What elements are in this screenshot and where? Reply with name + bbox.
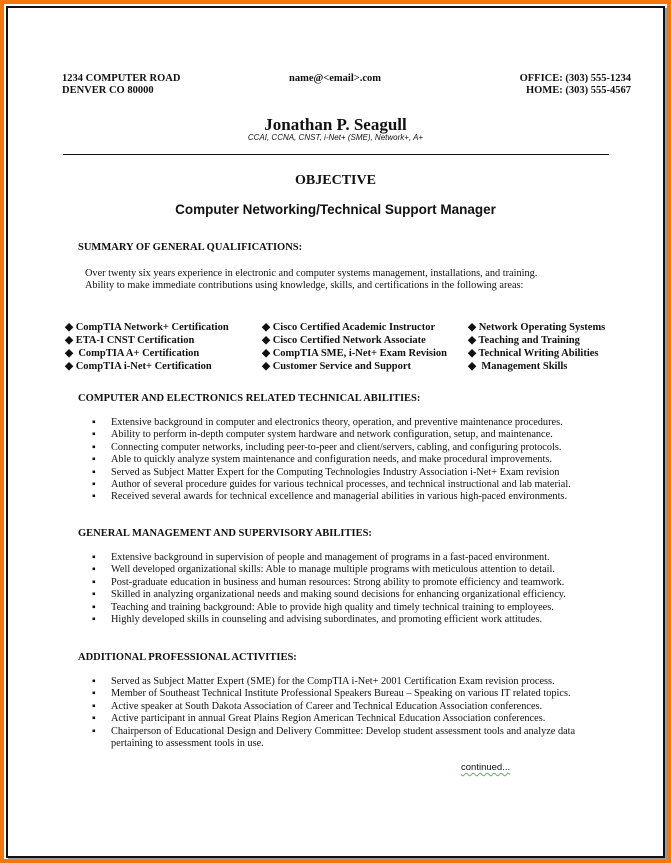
list-item: ▪ Skilled in analyzing organizational needs and making sound decisions for enhancing organizational efficiency. — [92, 589, 566, 601]
section-heading: ADDITIONAL PROFESSIONAL ACTIVITIES: — [78, 652, 297, 663]
qualification-item: ◆ CompTIA i-Net+ Certification — [65, 361, 212, 372]
qualifications-column-1 — [65, 321, 229, 373]
list-item: ▪ Well developed organizational skills: Able to manage multiple programs with meticulous attention to detail. — [92, 564, 555, 576]
diamond-bullet-icon: ◆ — [468, 335, 477, 346]
qualifications-column-2 — [262, 321, 447, 373]
qualification-item: ◆ Management Skills — [468, 361, 568, 372]
list-item: ▪ Teaching and training background: Able to provide high quality and timely technical training to employees. — [92, 601, 554, 613]
qualifications-column-3 — [468, 321, 605, 373]
diamond-bullet-icon: ◆ — [262, 361, 271, 372]
candidate-name: Jonathan P. Seagull — [264, 115, 407, 134]
professional-activities-list — [92, 676, 575, 750]
list-item: ▪ Received several awards for technical excellence and managerial abilities in various high-paced environments. — [92, 491, 568, 503]
diamond-bullet-icon: ◆ — [65, 322, 74, 333]
list-item: ▪ Served as Subject Matter Expert (SME) for the CompTIA i-Net+ 2001 Certification Exam revision process. — [92, 676, 555, 687]
square-bullet-icon: ▪ — [92, 491, 96, 503]
list-item: ▪ Highly developed skills in counseling and advising subordinates, and promoting efficient work attitudes. — [92, 614, 543, 626]
address-line-1: 1234 COMPUTER ROAD — [62, 73, 181, 84]
objective-heading: OBJECTIVE — [295, 173, 376, 188]
square-bullet-icon: ▪ — [92, 688, 96, 700]
address — [62, 73, 180, 97]
square-bullet-icon: ▪ — [92, 552, 96, 563]
summary-line: Over twenty six years experience in electronic and computer systems management, installations, and training. — [85, 268, 538, 279]
list-item: ▪ Ability to perform in-depth computer system hardware and network configuration, setup, and maintenance. — [92, 429, 553, 441]
diamond-bullet-icon: ◆ — [65, 335, 74, 346]
diamond-bullet-icon: ◆ — [262, 335, 271, 346]
resume-page — [4, 4, 667, 859]
list-item: ▪ Able to quickly analyze system maintenance and configuration needs, and make procedural improvements. — [92, 454, 552, 466]
square-bullet-icon: ▪ — [92, 466, 96, 478]
qualification-item: ◆ CompTIA SME, i-Net+ Exam Revision — [262, 348, 447, 359]
square-bullet-icon: ▪ — [92, 479, 96, 491]
square-bullet-icon: ▪ — [92, 441, 96, 453]
diamond-bullet-icon: ◆ — [262, 348, 271, 359]
square-bullet-icon: ▪ — [92, 676, 96, 687]
list-item-continuation: pertaining to assessment tools in use. — [111, 738, 264, 750]
objective-title: Computer Networking/Technical Support Manager — [175, 202, 496, 217]
qualification-item: ◆ Customer Service and Support — [262, 361, 412, 372]
diamond-bullet-icon: ◆ — [65, 361, 74, 372]
square-bullet-icon: ▪ — [92, 564, 96, 576]
square-bullet-icon: ▪ — [92, 614, 96, 626]
qualification-item: ◆ CompTIA Network+ Certification — [65, 322, 229, 333]
qualification-item: ◆ Cisco Certified Academic Instructor — [262, 322, 436, 333]
continued-note: continued... — [461, 762, 511, 773]
technical-abilities-list — [92, 417, 571, 504]
diamond-bullet-icon: ◆ — [468, 348, 477, 359]
qualification-item: ◆ Cisco Certified Network Associate — [262, 335, 426, 346]
list-item: ▪ Extensive background in computer and electronics theory, operation, and preventive maintenance procedures. — [92, 417, 563, 428]
square-bullet-icon: ▪ — [92, 454, 96, 466]
square-bullet-icon: ▪ — [92, 601, 96, 613]
list-item: ▪ Extensive background in supervision of people and management of programs in a fast-paced environment. — [92, 552, 550, 563]
diamond-bullet-icon: ◆ — [65, 348, 74, 359]
diamond-bullet-icon: ◆ — [468, 322, 477, 333]
qualification-item: ◆ CompTIA A+ Certification — [65, 348, 200, 359]
section-heading: GENERAL MANAGEMENT AND SUPERVISORY ABILITIES: — [78, 528, 372, 539]
square-bullet-icon: ▪ — [92, 417, 96, 428]
list-item: ▪ Connecting computer networks, including peer-to-peer and client/servers, cabling, and configuring protocols. — [92, 441, 562, 453]
phones — [520, 73, 631, 97]
summary-heading: SUMMARY OF GENERAL QUALIFICATIONS: — [78, 242, 303, 253]
square-bullet-icon: ▪ — [92, 725, 96, 737]
management-abilities-list — [92, 552, 566, 626]
list-item: ▪ Active participant in annual Great Plains Region American Technical Education Association conferences. — [92, 713, 546, 725]
diamond-bullet-icon: ◆ — [468, 361, 477, 372]
list-item: ▪ Post-graduate education in business and human resources: Strong ability to promote efficiency and teamwork. — [92, 576, 565, 588]
square-bullet-icon: ▪ — [92, 713, 96, 725]
summary-text — [85, 268, 537, 293]
credentials: CCAI, CCNA, CNST, i-Net+ (SME), Network+, A+ — [247, 133, 424, 142]
office-phone: OFFICE: (303) 555-1234 — [519, 73, 631, 84]
home-phone: HOME: (303) 555-4567 — [526, 85, 631, 96]
list-item: ▪ Chairperson of Educational Design and Delivery Committee: Develop student assessment tools and analyze data — [92, 725, 576, 737]
square-bullet-icon: ▪ — [92, 700, 96, 712]
address-line-2: DENVER CO 80000 — [62, 85, 154, 96]
square-bullet-icon: ▪ — [92, 576, 96, 588]
list-item: ▪ Author of several procedure guides for various technical processes, and technical instructional and lab material. — [92, 479, 571, 491]
diamond-bullet-icon: ◆ — [262, 322, 271, 333]
qualification-item: ◆ Teaching and Training — [468, 335, 580, 346]
list-item: ▪ Member of Southeast Technical Institute Professional Speakers Bureau – Speaking on various IT related topics. — [92, 688, 571, 700]
email: name@<email>.com — [289, 73, 382, 84]
square-bullet-icon: ▪ — [92, 429, 96, 441]
square-bullet-icon: ▪ — [92, 589, 96, 601]
qualification-item: ◆ Technical Writing Abilities — [468, 348, 599, 359]
section-heading: COMPUTER AND ELECTRONICS RELATED TECHNICAL ABILITIES: — [78, 393, 421, 404]
list-item: ▪ Active speaker at South Dakota Association of Career and Technical Education Association conferences. — [92, 700, 543, 712]
qualification-item: ◆ Network Operating Systems — [468, 322, 606, 333]
header-divider — [63, 154, 609, 155]
qualification-item: ◆ ETA-I CNST Certification — [65, 335, 195, 346]
list-item: ▪ Served as Subject Matter Expert for the Computing Technologies Industry Association i-Net+ Exam revision — [92, 466, 560, 478]
summary-line: Ability to make immediate contributions using knowledge, skills, and certifications in the following areas: — [85, 280, 524, 292]
